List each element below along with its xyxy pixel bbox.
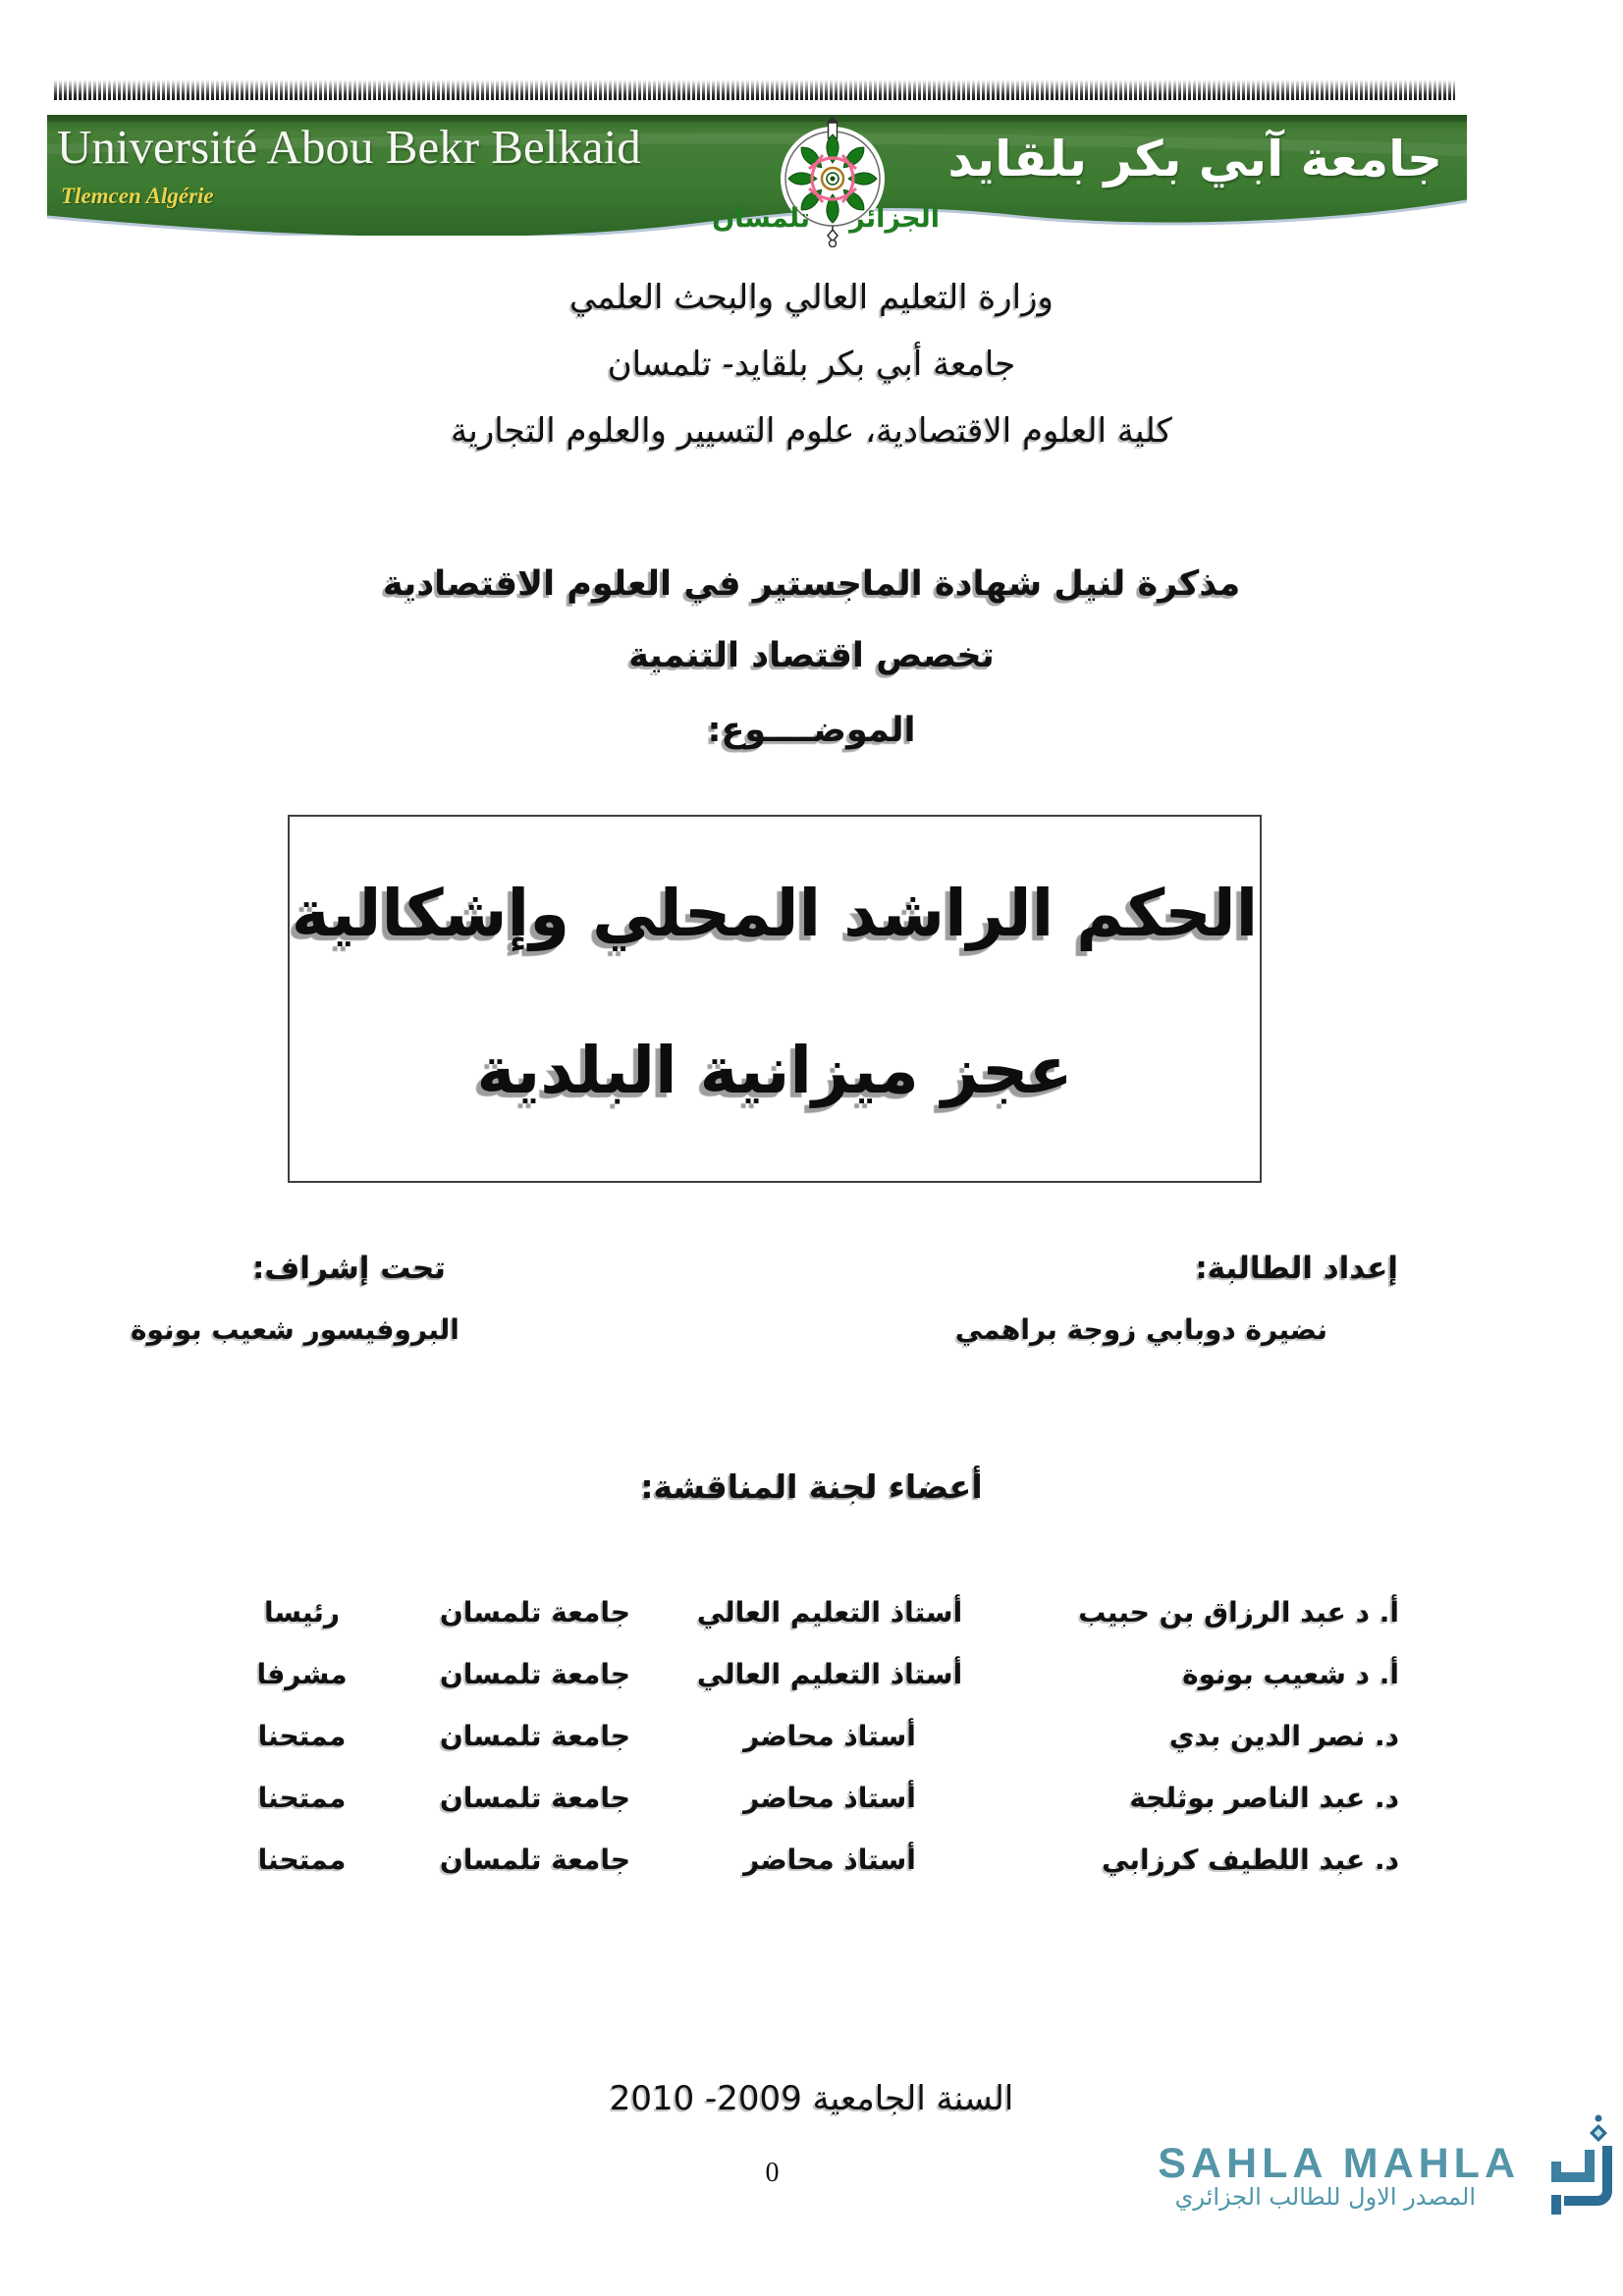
logo-country-label: الجزائر [849,203,940,234]
committee-member-name: أ. د عبد الرزاق بن حبيب [1078,1595,1399,1629]
committee-member-role: ممتحنا [257,1781,347,1814]
committee-member-role: مشرفا [256,1657,348,1690]
committee-member-university: جامعة تلمسان [439,1595,631,1629]
university-location-french: Tlemcen Algérie [61,184,214,208]
supervision-label: تحت إشراف: [252,1251,447,1286]
logo-city-label: تلمسان [712,203,810,234]
committee-member-grade: أستاذ التعليم العالي [696,1595,963,1629]
ministry-line: وزارة التعليم العالي والبحث العلمي [569,278,1054,317]
committee-table [206,1582,1399,1889]
watermark-brand: SAHLA MAHLA [1158,2140,1520,2187]
student-name: نضيرة دوبابي زوجة براهمي [954,1313,1327,1346]
committee-member-university: جامعة تلمسان [439,1719,631,1752]
committee-member-university: جامعة تلمسان [439,1657,631,1690]
university-name-arabic: جامعة آبي بكر بلقايد [947,131,1442,187]
supervisor-name: البروفيسور شعيب بونوة [131,1313,460,1346]
committee-member-name: د. عبد الناصر بوثلجة [1129,1781,1399,1814]
committee-member-grade: أستاذ محاضر [743,1842,916,1876]
committee-member-role: ممتحنا [257,1842,347,1876]
committee-member-university: جامعة تلمسان [439,1842,631,1876]
committee-member-name: أ. د شعيب بونوة [1182,1657,1399,1690]
academic-year: السنة الجامعية 2009- 2010 [609,2079,1014,2118]
prepared-by-label: إعداد الطالبة: [1195,1251,1398,1286]
degree-statement: مذكرة لنيل شهادة الماجستير في العلوم الاقتصادية [382,564,1241,604]
committee-member-role: ممتحنا [257,1719,347,1752]
committee-member-university: جامعة تلمسان [439,1781,631,1814]
committee-member-role: رئيسا [263,1595,341,1629]
committee-member-grade: أستاذ التعليم العالي [696,1657,963,1690]
committee-heading: أعضاء لجنة المناقشة: [640,1468,983,1506]
university-line: جامعة أبي بكر بلقايد- تلمسان [607,345,1016,384]
watermark-tagline: المصدر الاول للطالب الجزائري [1174,2183,1476,2211]
sahla-emblem-icon [1546,2112,1615,2222]
committee-member-grade: أستاذ محاضر [743,1781,916,1814]
subject-label: الموضــــوع: [707,711,916,750]
committee-member-name: د. نصر الدين بدي [1168,1719,1399,1752]
university-name-french: Université Abou Bekr Belkaid [57,120,641,174]
speciality-line: تخصص اقتصاد التنمية [628,636,995,675]
thesis-title-box [288,815,1262,1183]
committee-member-name: د. عبد اللطيف كرزابي [1102,1842,1399,1876]
thesis-title-line-2: عجز ميزانية البلدية [476,1033,1073,1108]
faculty-line: كلية العلوم الاقتصادية، علوم التسيير والعلوم التجارية [451,411,1172,451]
page-number: 0 [765,2158,780,2188]
committee-member-grade: أستاذ محاضر [743,1719,916,1752]
top-hatched-rule [54,80,1455,100]
thesis-title-line-1: الحكم الراشد المحلي وإشكالية [291,876,1259,951]
